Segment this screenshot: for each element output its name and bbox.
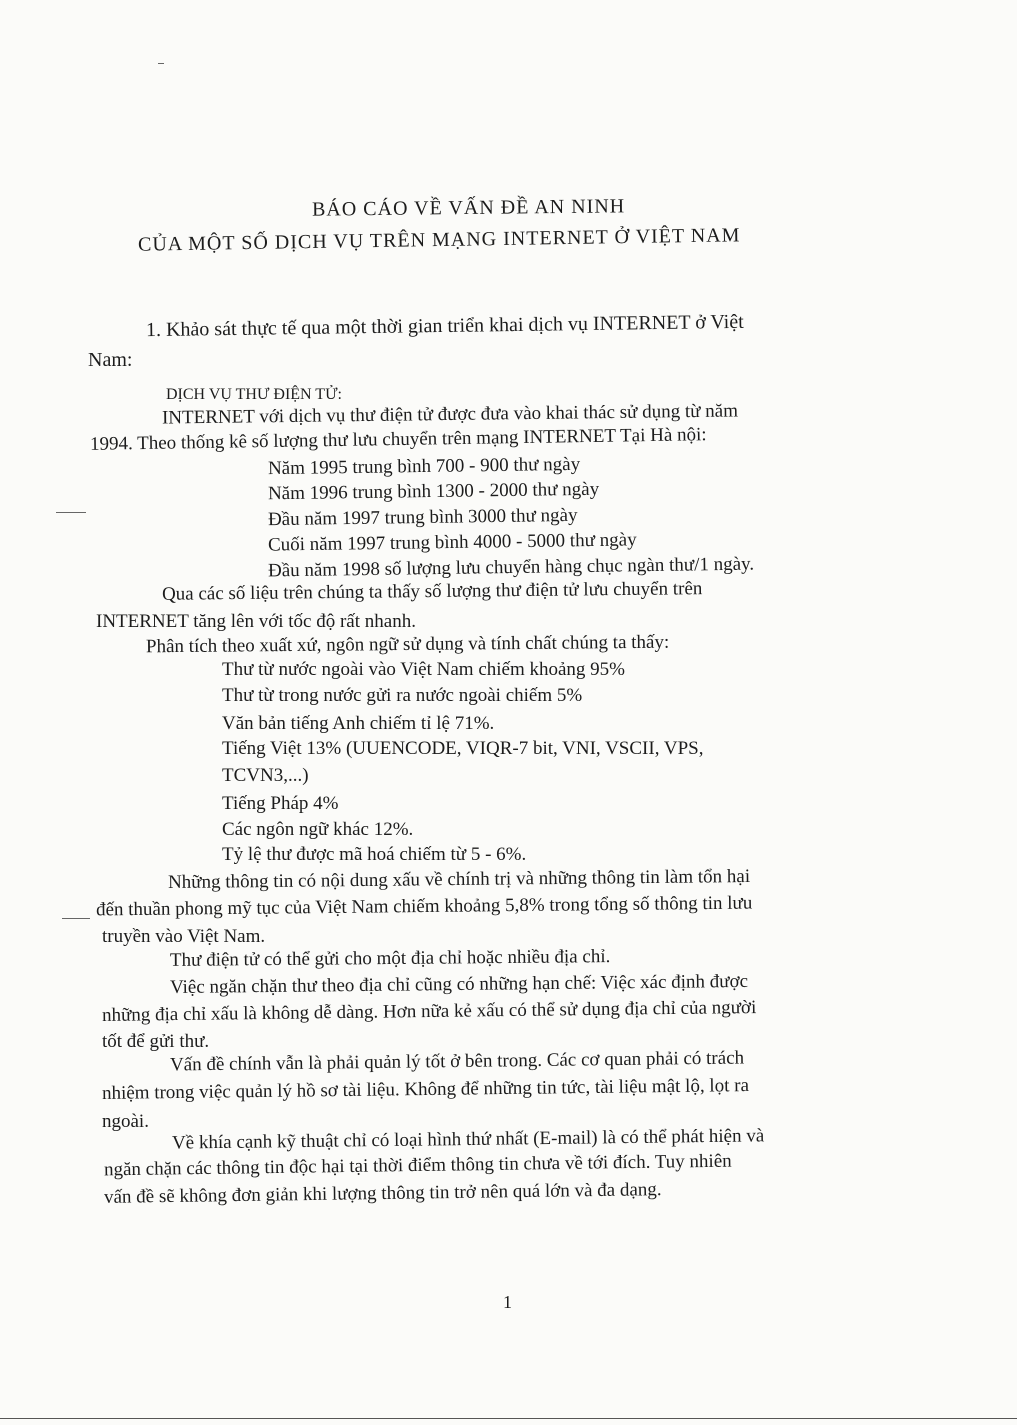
- analysis-line: Phân tích theo xuất xứ, ngôn ngữ sử dụng và tính chất chúng ta thấy:: [145, 631, 670, 658]
- stat-early-1997: Đầu năm 1997 trung bình 3000 thư ngày: [267, 504, 578, 531]
- bad-info-line-1: Những thông tin có nội dung xấu về chính trị và những thông tin làm tổn hại: [167, 865, 751, 894]
- stat-late-1997: Cuối năm 1997 trung bình 4000 - 5000 thư ngày: [267, 529, 637, 556]
- block-line-3: tốt để gửi thư.: [102, 1031, 210, 1052]
- block-line-2: những địa chỉ xấu là không dễ dàng. Hơn nữa kẻ xấu có thể sử dụng địa chỉ của người: [101, 997, 757, 1026]
- section-heading-line-2: Nam:: [88, 349, 133, 371]
- breakdown-encrypted: Tỷ lệ thư được mã hoá chiếm từ 5 - 6%.: [222, 844, 527, 865]
- page-number: 1: [503, 1292, 512, 1312]
- breakdown-english: Văn bản tiếng Anh chiếm tỉ lệ 71%.: [222, 713, 495, 734]
- breakdown-other-languages: Các ngôn ngữ khác 12%.: [222, 819, 414, 840]
- breakdown-domestic-outgoing: Thư từ trong nước gửi ra nước ngoài chiếm 5%: [222, 685, 583, 706]
- bad-info-line-2: đến thuần phong mỹ tục của Việt Nam chiếm khoảng 5,8% trong tổng số thông tin lưu: [95, 892, 753, 921]
- title-line-2: CỦA MỘT SỐ DỊCH VỤ TRÊN MẠNG INTERNET Ở VIỆT NAM: [137, 224, 741, 256]
- breakdown-vietnamese-cont: TCVN3,...): [222, 765, 309, 786]
- scan-speck: [62, 918, 90, 919]
- stat-1996: Năm 1996 trung bình 1300 - 2000 thư ngày: [267, 478, 600, 505]
- stat-1995: Năm 1995 trung bình 700 - 900 thư ngày: [267, 453, 581, 480]
- tech-line-3: vấn đề sẽ không đơn giản khi lượng thông tin trở nên quá lớn và đa dạng.: [103, 1179, 662, 1208]
- stat-early-1998: Đầu năm 1998 số lượng lưu chuyển hàng chục ngàn thư/1 ngày.: [267, 553, 755, 582]
- intro-line-2: 1994. Theo thống kê số lượng thư lưu chuyển trên mạng INTERNET Tại Hà nội:: [89, 424, 707, 455]
- breakdown-foreign-incoming: Thư từ nước ngoài vào Việt Nam chiếm khoảng 95%: [222, 659, 625, 680]
- breakdown-french: Tiếng Pháp 4%: [222, 793, 339, 814]
- section-heading-line-1: 1. Khảo sát thực tế qua một thời gian triển khai dịch vụ INTERNET ở Việt: [145, 310, 744, 342]
- scan-speck: [158, 63, 164, 64]
- breakdown-vietnamese: Tiếng Việt 13% (UUENCODE, VIQR-7 bit, VNI, VSCII, VPS,: [222, 738, 704, 759]
- qua-line-1: Qua các số liệu trên chúng ta thấy số lượng thư điện tử lưu chuyển trên: [161, 578, 703, 605]
- bad-info-line-3: truyền vào Việt Nam.: [102, 926, 266, 947]
- block-line-1: Việc ngăn chặn thư theo địa chỉ cũng có những hạn chế: Việc xác định được: [169, 970, 749, 999]
- title-line-1: BÁO CÁO VỀ VẤN ĐỀ AN NINH: [311, 195, 626, 221]
- page-bottom-edge: [0, 1418, 1017, 1419]
- send-note: Thư điện tử có thể gửi cho một địa chỉ hoặc nhiều địa chỉ.: [169, 946, 611, 971]
- manage-line-2: nhiệm trong việc quản lý hồ sơ tài liệu. Không để những tin tức, tài liệu mật lộ, lọt ra: [101, 1075, 750, 1104]
- tech-line-2: ngăn chặn các thông tin độc hại tại thời điểm thông tin chưa về tới đích. Tuy nhiên: [103, 1150, 732, 1181]
- qua-line-2: INTERNET tăng lên với tốc độ rất nhanh.: [96, 611, 416, 632]
- manage-line-1: Vấn đề chính vẫn là phải quản lý tốt ở bên trong. Các cơ quan phải có trách: [169, 1047, 745, 1076]
- tech-line-1: Về khía cạnh kỹ thuật chỉ có loại hình thứ nhất (E-mail) là có thể phát hiện và: [171, 1125, 765, 1154]
- scan-speck: [56, 512, 86, 513]
- subheading-email-service: DỊCH VỤ THƯ ĐIỆN TỬ:: [166, 386, 342, 403]
- intro-line-1: INTERNET với dịch vụ thư điện tử được đưa vào khai thác sử dụng từ năm: [161, 400, 739, 429]
- manage-line-3: ngoài.: [102, 1111, 149, 1132]
